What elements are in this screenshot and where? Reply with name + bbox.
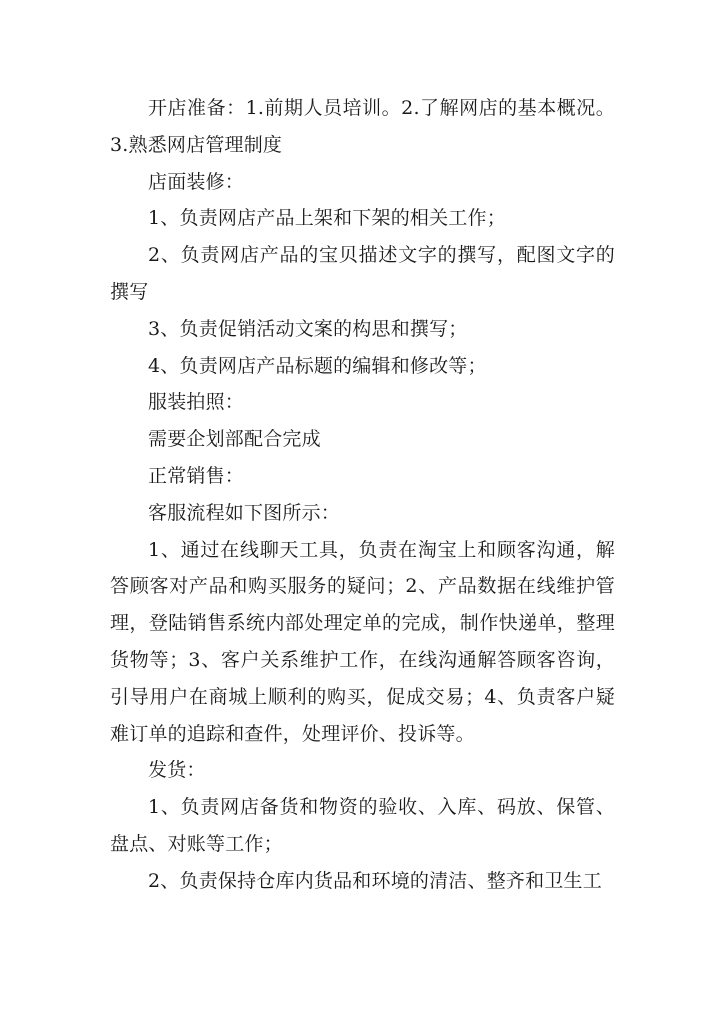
paragraph-shipping-item-2: 2、负责保持仓库内货品和环境的清洁、整齐和卫生工 xyxy=(148,869,602,892)
paragraph-service-flow: 客服流程如下图所示： xyxy=(148,501,341,524)
paragraph-photo-heading: 服装拍照： xyxy=(148,391,245,414)
paragraph-decoration-item-1: 1、负责网店产品上架和下架的相关工作； xyxy=(148,207,506,230)
paragraph-service-details: 1、通过在线聊天工具，负责在淘宝上和顾客沟通，解答顾客对产品和购买服务的疑问；2、产品数据在线维护管理，登陆销售系统内部处理定单的完成，制作快递单，整理货物等；3、客户关系维护工作，在线沟通解答顾客咨询，引导用户在商城上顺利的购买，促成交易；4、负责客户疑难订单的追踪和查件，处理评价、投诉等。 xyxy=(110,538,615,745)
paragraph-decoration-item-3: 3、负责促销活动文案的构思和撰写； xyxy=(148,317,468,340)
paragraph-photo-note: 需要企划部配合完成 xyxy=(148,428,321,451)
paragraph-store-preparation: 开店准备：1.前期人员培训。2.了解网店的基本概况。3.熟悉网店管理制度 xyxy=(110,97,615,156)
document-body xyxy=(110,90,615,900)
paragraph-shipping-item-1: 1、负责网店备货和物资的验收、入库、码放、保管、盘点、对账等工作； xyxy=(110,796,615,855)
paragraph-decoration-heading: 店面装修： xyxy=(148,170,245,193)
paragraph-shipping-heading: 发货： xyxy=(148,759,206,782)
paragraph-decoration-item-2: 2、负责网店产品的宝贝描述文字的撰写，配图文字的撰写 xyxy=(110,244,615,303)
paragraph-decoration-item-4: 4、负责网店产品标题的编辑和修改等； xyxy=(148,354,487,377)
paragraph-sales-heading: 正常销售： xyxy=(148,464,245,487)
